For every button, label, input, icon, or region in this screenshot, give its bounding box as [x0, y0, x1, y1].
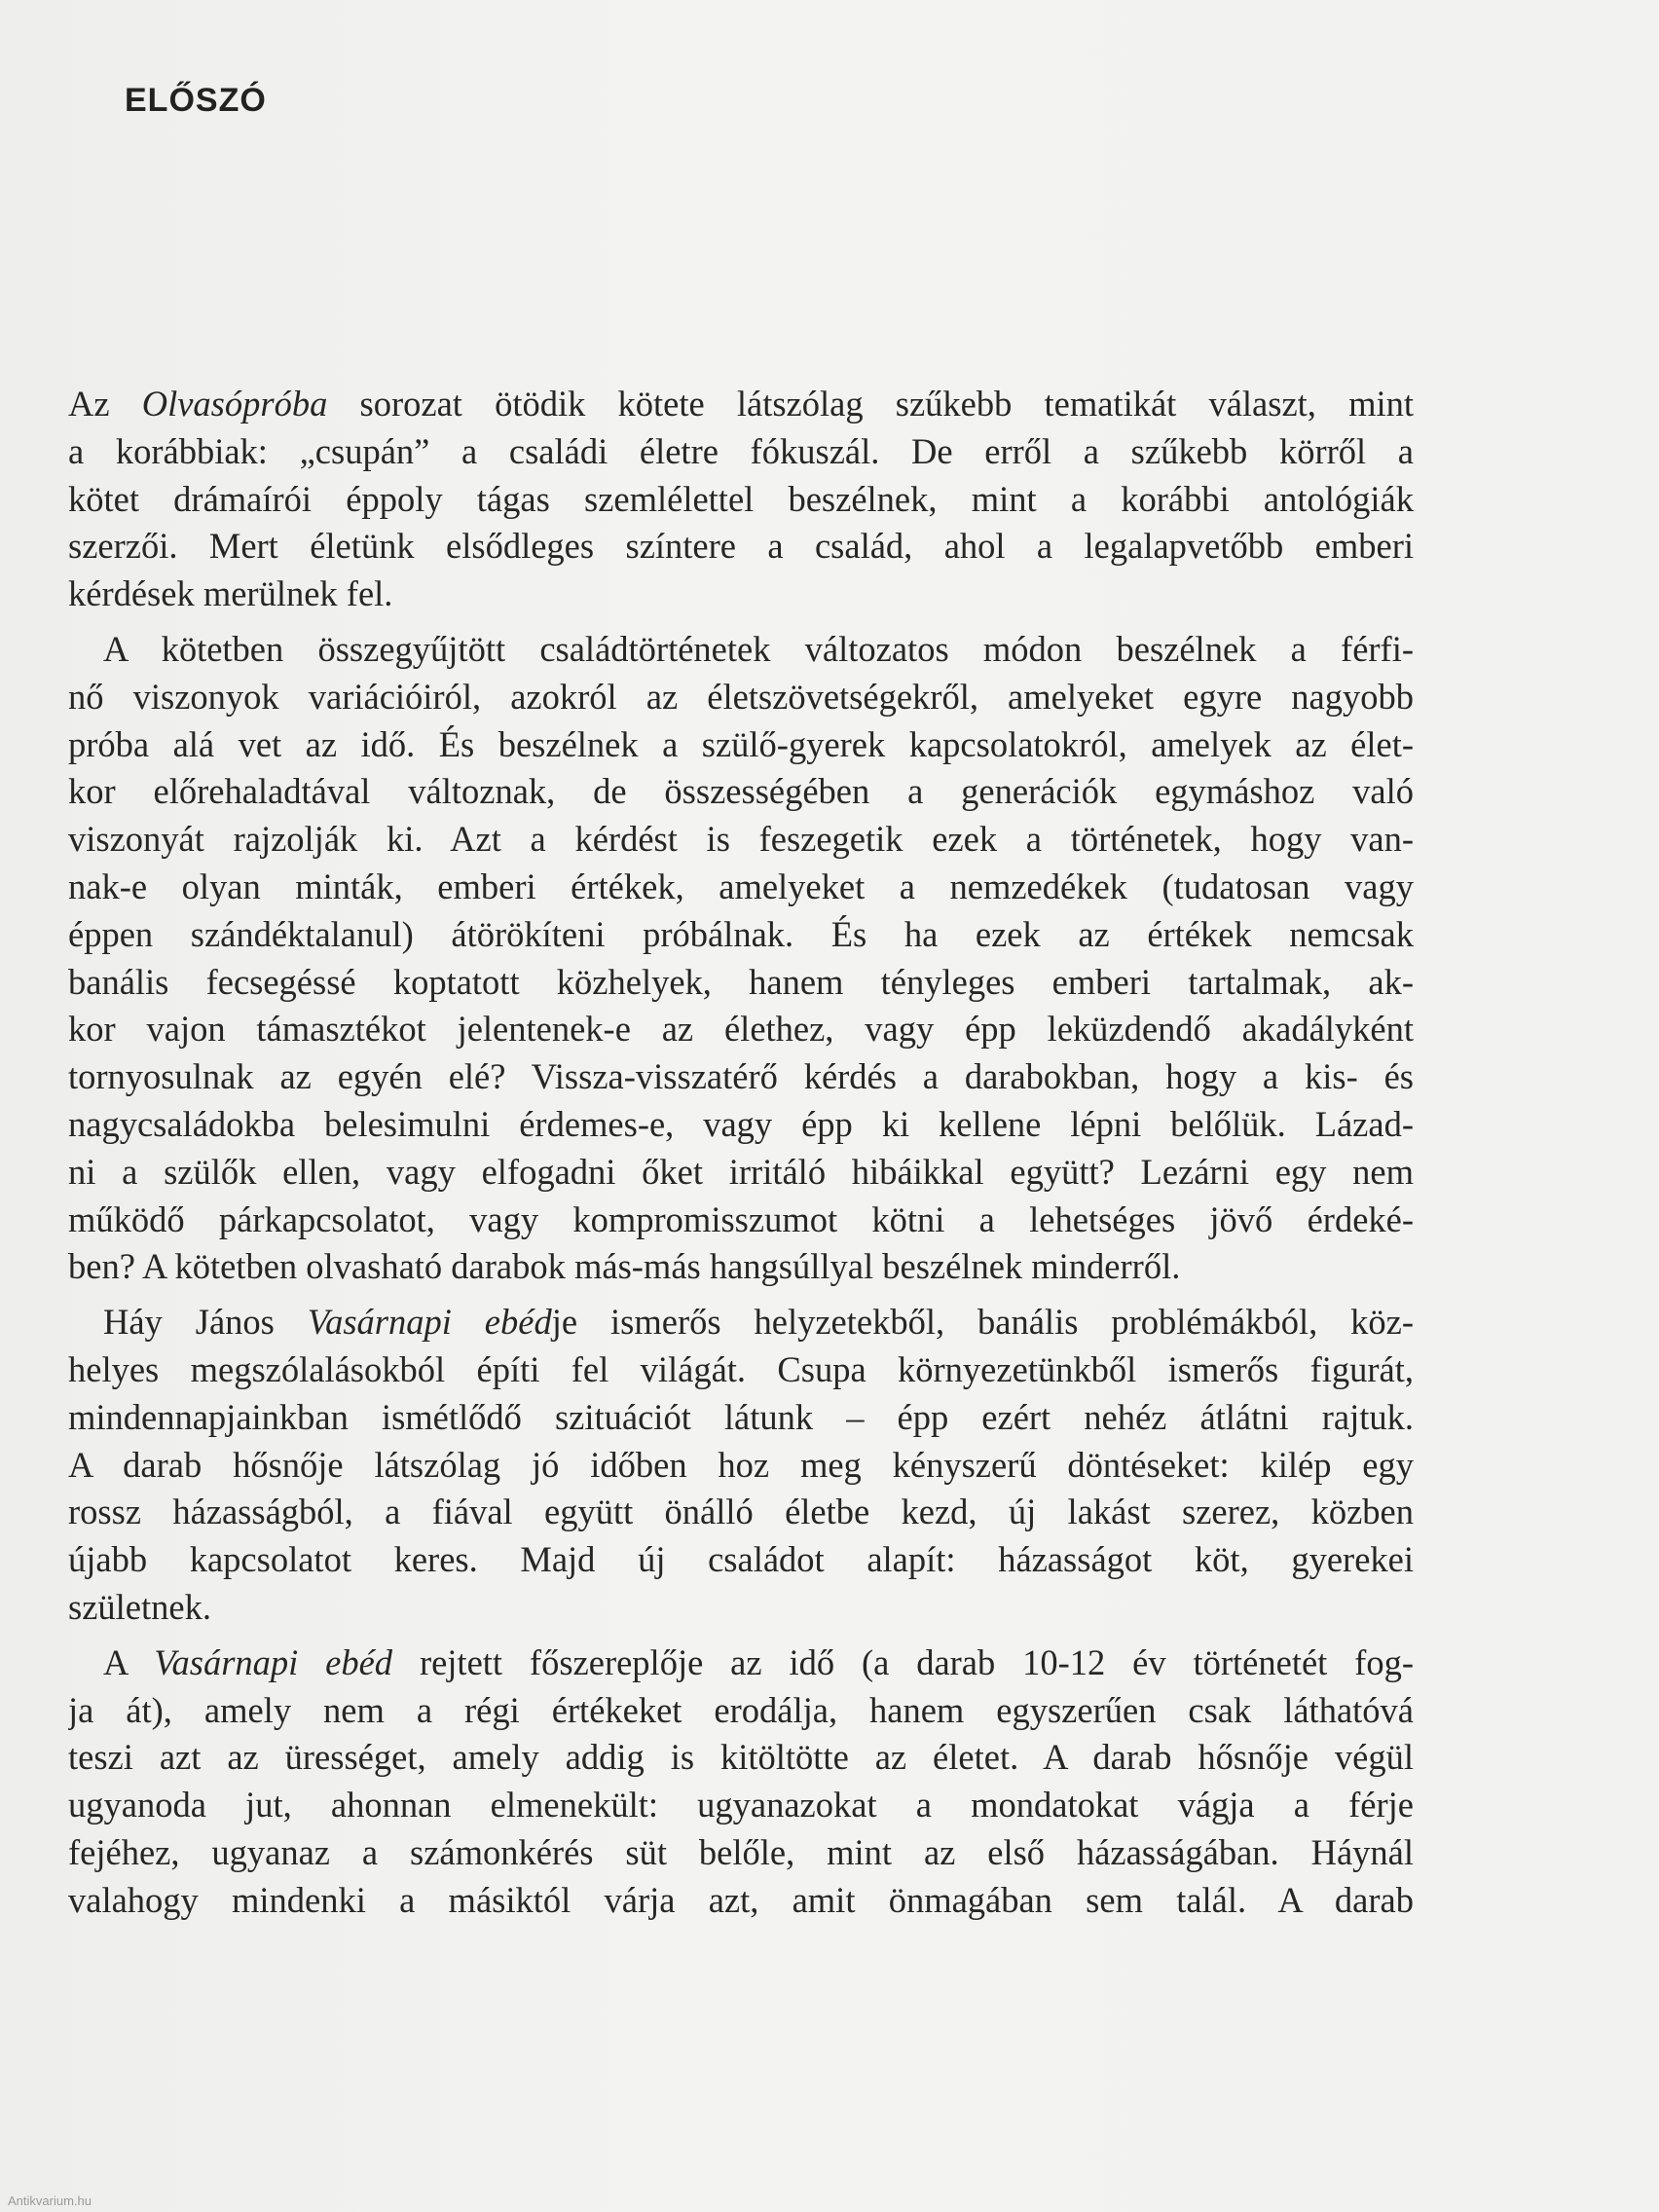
text-line: ugyanoda jut, ahonnan elmenekült: ugyanazokat a mondatokat vágja a férje	[68, 1785, 1414, 1825]
text-line: működő párkapcsolatot, vagy kompromisszumot kötni a lehetséges jövő érdeké-	[68, 1198, 1414, 1239]
text-line: nő viszonyok variációiról, azokról az életszövetségekről, amelyeket egyre nagyobb	[68, 676, 1414, 717]
text-line: Az Olvasópróba sorozat ötödik kötete látszólag szűkebb tematikát választ, mint	[68, 384, 1414, 424]
text-line: szerzői. Mert életünk elsődleges színtere a család, ahol a legalapvetőbb emberi	[68, 526, 1414, 567]
text-line: nak-e olyan minták, emberi értékek, amelyeket a nemzedékek (tudatosan vagy	[68, 866, 1414, 906]
text-line: tornyosulnak az egyén elé? Vissza-visszatérő kérdés a darabokban, hogy a kis- és	[68, 1056, 1414, 1097]
text-line: teszi azt az ürességet, amely addig is kitöltötte az életet. A darab hősnője végül	[68, 1737, 1414, 1778]
text-line: viszonyát rajzolják ki. Azt a kérdést is feszegetik ezek a történetek, hogy van-	[68, 819, 1414, 860]
text-line: újabb kapcsolatot keres. Majd új családot alapít: házasságot köt, gyerekei	[68, 1539, 1414, 1580]
text-line: kérdések merülnek fel.	[68, 573, 393, 614]
paragraph	[68, 381, 1414, 618]
text-line: ni a szülők ellen, vagy elfogadni őket irritáló hibáikkal együtt? Lezárni egy nem	[68, 1151, 1414, 1192]
paragraph	[68, 626, 1414, 1291]
text-line: A Vasárnapi ebéd rejtett főszereplője az idő (a darab 10-12 év történetét fog-	[103, 1641, 1414, 1682]
text-line: rossz házasságból, a fiával együtt önálló életbe kezd, új lakást szerez, közben	[68, 1492, 1414, 1532]
text-line: A kötetben összegyűjtött családtörténetek változatos módon beszélnek a férfi-	[103, 628, 1414, 669]
text-line: banális fecsegéssé koptatott közhelyek, hanem tényleges emberi tartalmak, ak-	[68, 961, 1414, 1002]
text-line: kötet drámaírói éppoly tágas szemlélettel beszélnek, mint a korábbi antológiák	[68, 478, 1414, 519]
paragraph	[68, 1640, 1414, 1925]
body-text	[68, 381, 1414, 1925]
text-line: születnek.	[68, 1586, 211, 1627]
text-line: ja át), amely nem a régi értékeket erodálja, hanem egyszerűen csak láthatóvá	[68, 1689, 1414, 1730]
text-line: fejéhez, ugyanaz a számonkérés süt belőle, mint az első házasságában. Háynál	[68, 1831, 1414, 1872]
text-line: kor előrehaladtával változnak, de összességében a generációk egymáshoz való	[68, 771, 1414, 812]
text-line: ben? A kötetben olvasható darabok más-más hangsúllyal beszélnek minderről.	[68, 1246, 1181, 1287]
text-line: Háy János Vasárnapi ebédje ismerős helyzetekből, banális problémákból, köz-	[103, 1302, 1414, 1343]
text-line: próba alá vet az idő. És beszélnek a szülő-gyerek kapcsolatokról, amelyek az élet-	[68, 723, 1414, 764]
text-line: mindennapjainkban ismétlődő szituációt látunk – épp ezért nehéz átlátni rajtuk.	[68, 1396, 1414, 1437]
page-title: ELŐSZÓ	[125, 82, 267, 119]
text-line: nagycsaládokba belesimulni érdemes-e, vagy épp ki kellene lépni belőlük. Lázad-	[68, 1103, 1414, 1144]
watermark-text: Antikvarium.hu	[8, 2194, 92, 2208]
text-line: A darab hősnője látszólag jó időben hoz meg kényszerű döntéseket: kilép egy	[68, 1444, 1414, 1485]
text-line: valahogy mindenki a másiktól várja azt, amit önmagában sem talál. A darab	[68, 1879, 1414, 1920]
text-line: helyes megszólalásokból építi fel világát. Csupa környezetünkből ismerős figurát,	[68, 1348, 1414, 1389]
paragraph	[68, 1299, 1414, 1632]
text-line: kor vajon támasztékot jelentenek-e az élethez, vagy épp leküzdendő akadályként	[68, 1009, 1414, 1050]
text-line: a korábbiak: „csupán” a családi életre fókuszál. De erről a szűkebb körről a	[68, 430, 1414, 471]
text-line: éppen szándéktalanul) átörökíteni próbálnak. És ha ezek az értékek nemcsak	[68, 913, 1414, 954]
